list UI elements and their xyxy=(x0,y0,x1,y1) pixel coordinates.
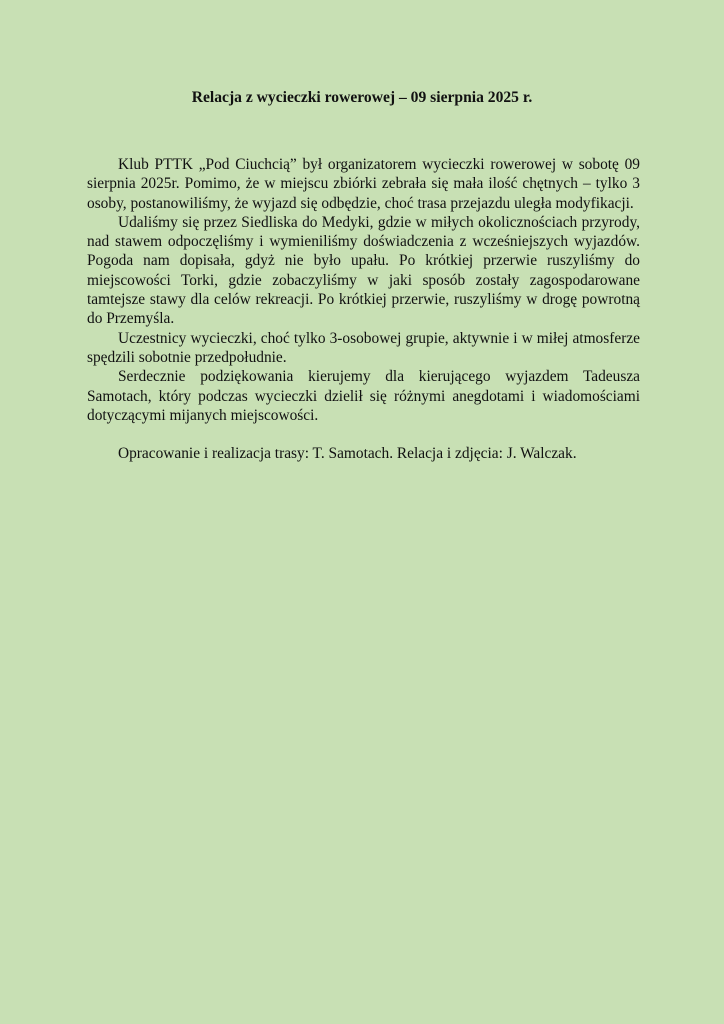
document-title: Relacja z wycieczki rowerowej – 09 sierpnia 2025 r. xyxy=(191,89,533,106)
paragraph-participants: Uczestnicy wycieczki, choć tylko 3-osobowej grupie, aktywnie i w miłej atmosferze spędzili sobotnie przedpołudnie. xyxy=(87,329,640,366)
paragraph-intro: Klub PTTK „Pod Ciuchcią” był organizatorem wycieczki rowerowej w sobotę 09 sierpnia 2025r. Pomimo, że w miejscu zbiórki zebrała się mała ilość chętnych – tylko 3 osoby, postanowiliśmy, że wyjazd się odbędzie, choć trasa przejazdu uległa modyfikacji. xyxy=(87,156,640,212)
paragraph-credits: Opracowanie i realizacja trasy: T. Samotach. Relacja i zdjęcia: J. Walczak. xyxy=(118,445,577,463)
document-body xyxy=(87,155,640,464)
paragraph-route: Udaliśmy się przez Siedliska do Medyki, gdzie w miłych okolicznościach przyrody, nad stawem odpoczęliśmy i wymieniliśmy doświadczenia z wcześniejszych wyjazdów. Pogoda nam dopisała, gdyż nie było upału. Po krótkiej przerwie ruszyliśmy do miejscowości Torki, gdzie zobaczyliśmy w jaki sposób zostały zagospodarowane tamtejsze stawy dla celów rekreacji. Po krótkiej przerwie, ruszyliśmy w drogę powrotną do Przemyśla. xyxy=(87,213,640,328)
paragraph-thanks: Serdecznie podziękowania kierujemy dla kierującego wyjazdem Tadeusza Samotach, który podczas wycieczki dzielił się różnymi anegdotami i wiadomościami dotyczącymi mijanych miejscowości. xyxy=(87,368,640,424)
